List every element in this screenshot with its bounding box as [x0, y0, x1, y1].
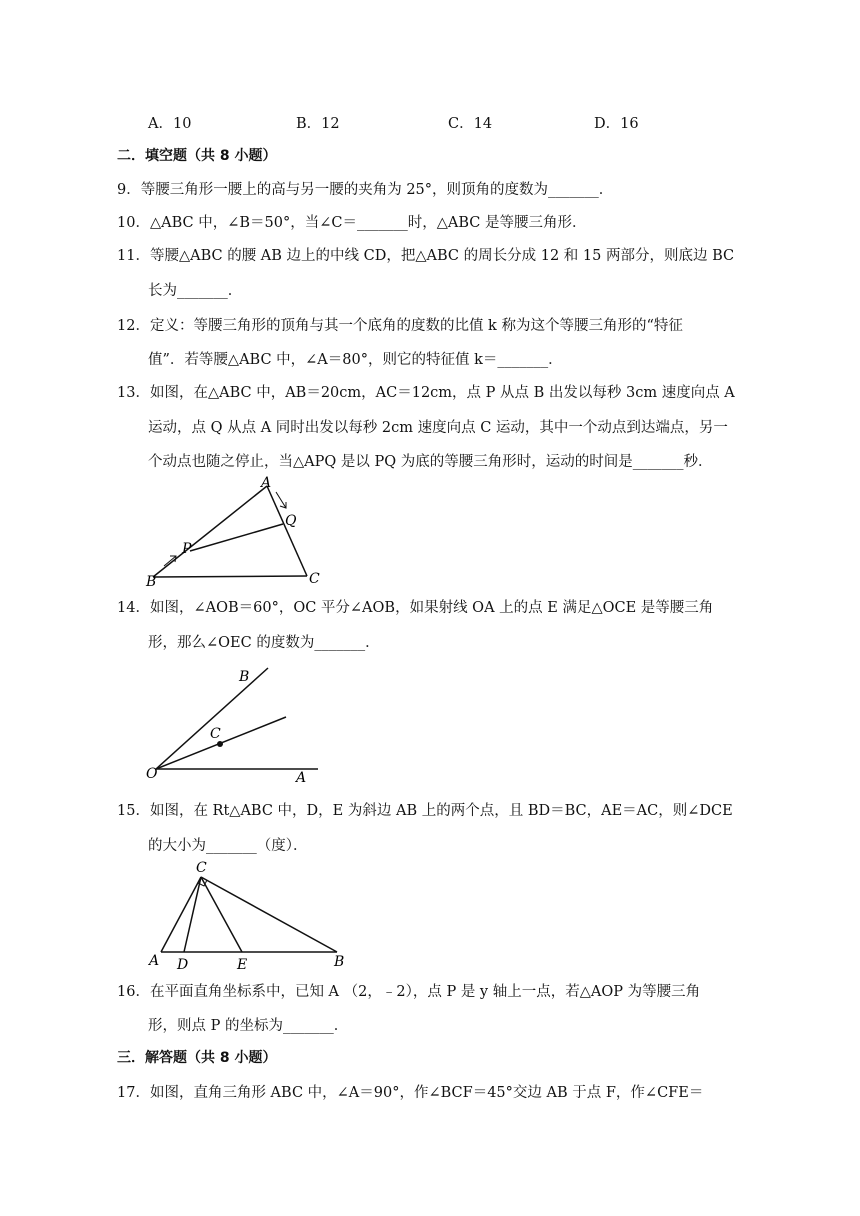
question-17-line-1: 17．如图，直角三角形 ABC 中，∠A＝90°，作∠BCF＝45°交边 AB 于点 F，作∠CFE＝: [117, 1085, 704, 1101]
fig13-label-b: B: [146, 574, 157, 588]
fig13-label-c: C: [309, 571, 320, 587]
fig15-label-e: E: [237, 957, 248, 973]
question-12-line-1: 12．定义：等腰三角形的顶角与其一个底角的度数的比值 k 称为这个等腰三角形的“特征: [117, 318, 683, 334]
fig15-label-c: C: [196, 860, 207, 876]
figure-15-right-triangle: [140, 855, 360, 975]
fig14-label-c: C: [210, 726, 221, 742]
fig13-label-a: A: [261, 475, 272, 491]
fig13-label-p: P: [182, 541, 192, 557]
fig14-label-a: A: [296, 770, 307, 786]
question-10: 10．△ABC 中，∠B＝50°，当∠C＝_______时，△ABC 是等腰三角形．: [117, 215, 587, 231]
question-9: 9．等腰三角形一腰上的高与另一腰的夹角为 25°，则顶角的度数为_______．: [117, 182, 614, 198]
fig14-label-b: B: [239, 669, 250, 685]
question-13-line-2: 运动，点 Q 从点 A 同时出发以每秒 2cm 速度向点 C 运动，其中一个动点到达端点，另一: [148, 420, 728, 436]
question-13-line-1: 13．如图，在△ABC 中，AB＝20cm，AC＝12cm，点 P 从点 B 出发以每秒 3cm 速度向点 A: [117, 385, 735, 401]
section-fill-in-title: 二．填空题（共 8 小题）: [117, 148, 277, 164]
option-b: B．12: [296, 116, 340, 132]
fig15-label-a: A: [149, 953, 160, 969]
question-16-line-1: 16．在平面直角坐标系中，已知 A （2，﹣2），点 P 是 y 轴上一点，若△AOP 为等腰三角: [117, 984, 701, 1000]
question-14-line-2: 形，那么∠OEC 的度数为_______．: [148, 635, 380, 651]
figure-13-triangle: [140, 470, 340, 588]
question-15-line-2: 的大小为_______（度）．: [148, 838, 308, 854]
question-14-line-1: 14．如图，∠AOB＝60°，OC 平分∠AOB，如果射线 OA 上的点 E 满足△OCE 是等腰三角: [117, 600, 714, 616]
fig15-label-d: D: [177, 957, 189, 973]
question-11-line-2: 长为_______．: [148, 283, 243, 299]
question-13-line-3: 个动点也随之停止，当△APQ 是以 PQ 为底的等腰三角形时，运动的时间是_______秒．: [148, 454, 713, 470]
option-c: C．14: [448, 116, 493, 132]
question-16-line-2: 形，则点 P 的坐标为_______．: [148, 1018, 349, 1034]
question-11-line-1: 11．等腰△ABC 的腰 AB 边上的中线 CD，把△ABC 的周长分成 12 和 15 两部分，则底边 BC: [117, 248, 735, 264]
fig14-label-o: O: [146, 766, 158, 782]
section-answer-title: 三．解答题（共 8 小题）: [117, 1050, 277, 1066]
option-d: D．16: [594, 116, 639, 132]
fig13-label-q: Q: [285, 513, 297, 529]
question-15-line-1: 15．如图，在 Rt△ABC 中，D，E 为斜边 AB 上的两个点，且 BD＝BC，AE＝AC，则∠DCE: [117, 803, 733, 819]
figure-14-angle: [140, 658, 350, 788]
fig15-label-b: B: [334, 954, 345, 970]
question-12-line-2: 值”．若等腰△ABC 中，∠A＝80°，则它的特征值 k＝_______．: [148, 352, 563, 368]
option-a: A．10: [148, 116, 192, 132]
